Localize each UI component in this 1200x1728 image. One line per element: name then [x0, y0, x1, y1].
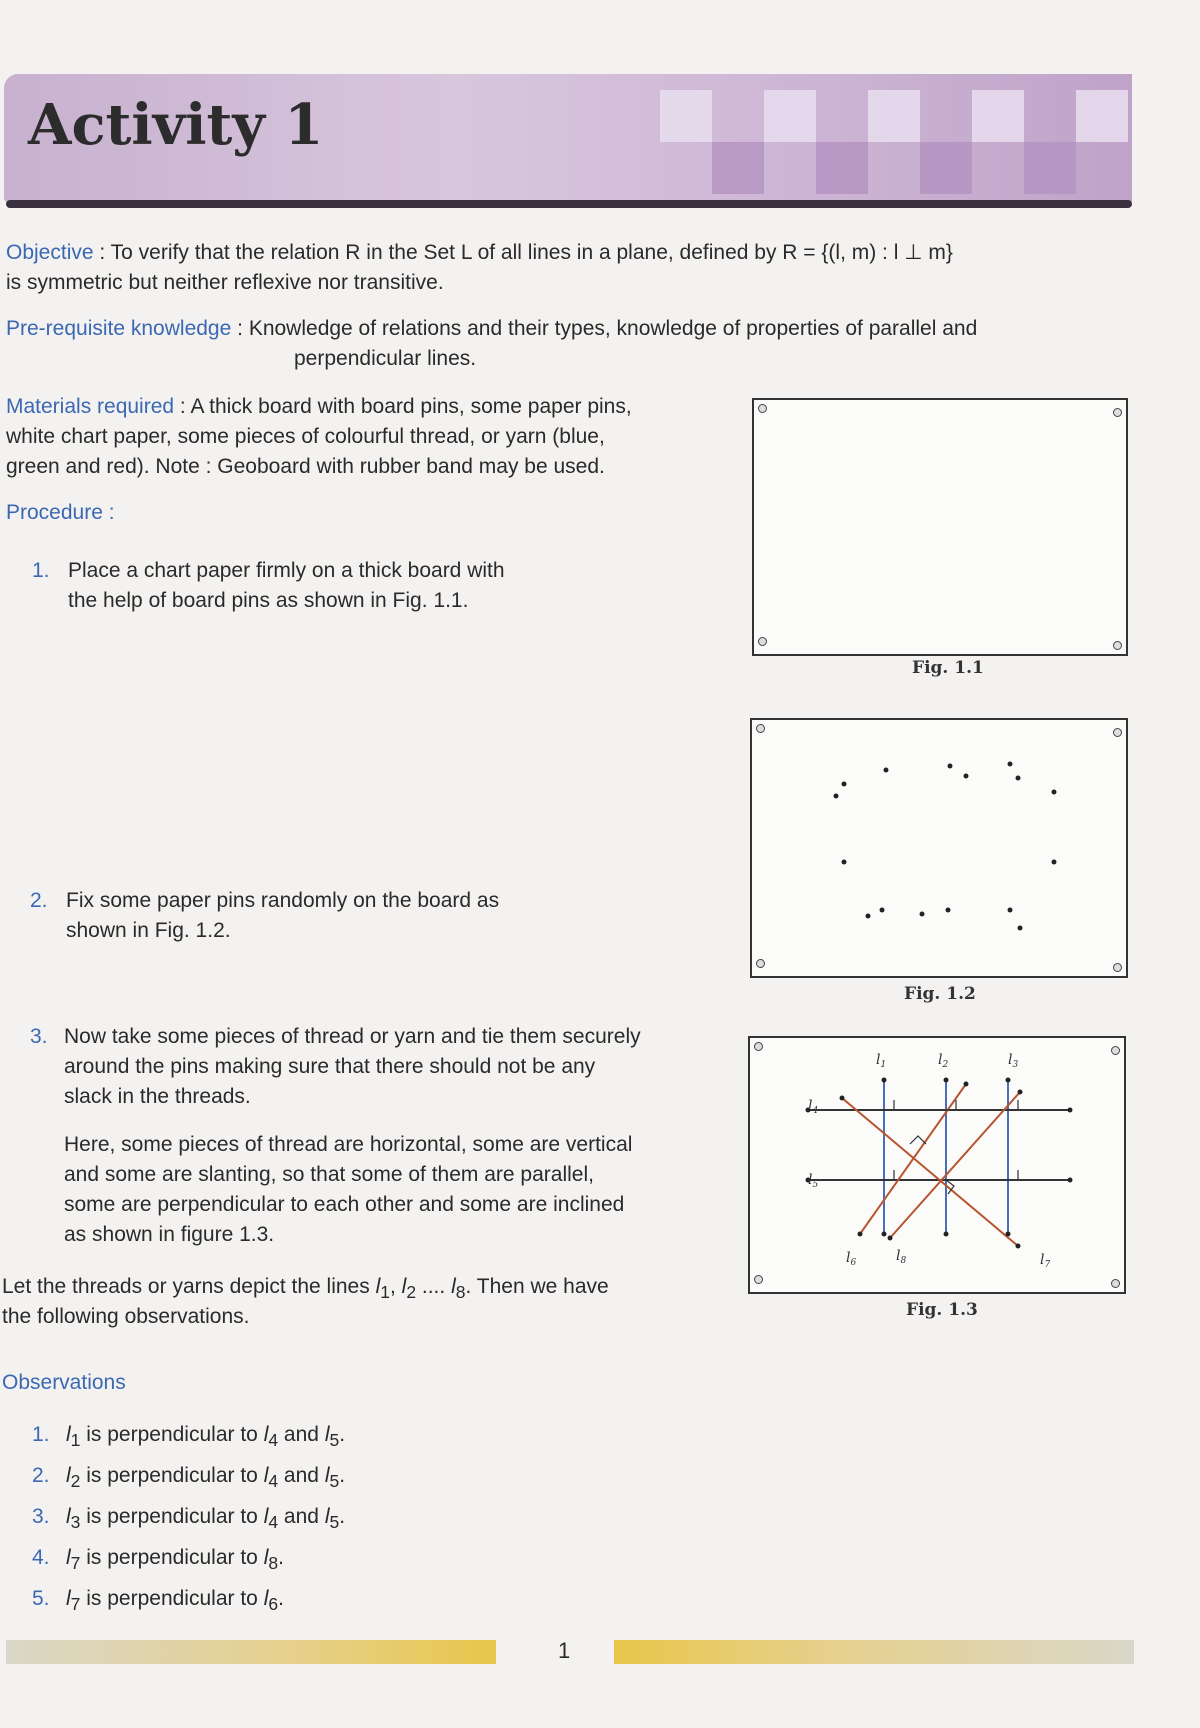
prerequisite-text: Knowledge of relations and their types, knowledge of properties of parallel and	[248, 317, 978, 340]
observation-number: 4.	[32, 1546, 50, 1569]
materials-line2: white chart paper, some pieces of colourful thread, or yarn (blue,	[6, 425, 605, 448]
thread-diagram	[750, 1038, 1124, 1292]
objective-line1: Objective : To verify that the relation R in the Set L of all lines in a plane, defined by R = {(l, m) : l ⊥ m}	[6, 241, 953, 264]
board-pin	[1113, 408, 1122, 417]
svg-text:l2: $l_2$	[938, 1052, 949, 1070]
svg-text:l1: $l_1$	[876, 1052, 887, 1070]
materials-line3: green and red). Note : Geoboard with rubber band may be used.	[6, 455, 605, 478]
prerequisite-line1: Pre-requisite knowledge : Knowledge of relations and their types, knowledge of properties of parallel and	[6, 317, 978, 340]
page-number: 1	[558, 1638, 571, 1663]
banner-decoration	[868, 90, 920, 142]
banner-rule	[6, 200, 1132, 208]
step-1-line2: the help of board pins as shown in Fig. 1.1.	[68, 589, 469, 612]
let-text: Let the threads or yarns depict the lines	[2, 1275, 376, 1298]
step-number: 3.	[30, 1025, 48, 1048]
board-pin	[758, 637, 767, 646]
materials-label: Materials required	[6, 395, 175, 418]
step-number: 1.	[32, 559, 50, 582]
banner-decoration	[1076, 90, 1128, 142]
svg-text:l6: $l_6$	[846, 1250, 857, 1268]
observation-item: $l_1$ is perpendicular to $l_4$ and $l_5$.	[66, 1423, 346, 1451]
note-line3: some are perpendicular to each other and some are inclined	[64, 1193, 625, 1216]
figure-caption: Fig. 1.3	[906, 1300, 978, 1320]
footer-bar	[6, 1640, 496, 1664]
observation-number: 1.	[32, 1423, 50, 1446]
observation-number: 2.	[32, 1464, 50, 1487]
observations-label: Observations	[2, 1371, 126, 1394]
let-text-end: . Then we have	[465, 1275, 609, 1298]
objective-label: Objective	[6, 241, 94, 264]
figure-1-2	[750, 718, 1128, 978]
figure-1-1	[752, 398, 1128, 656]
step-3-line2: around the pins making sure that there should not be any	[64, 1055, 596, 1078]
banner-decoration	[1024, 142, 1076, 194]
note-line4: as shown in figure 1.3.	[64, 1223, 275, 1246]
figure-1-3	[748, 1036, 1126, 1294]
observation-number: 5.	[32, 1587, 50, 1610]
objective-line2: is symmetric but neither reflexive nor transitive.	[6, 271, 444, 294]
procedure-label: Procedure :	[6, 501, 115, 524]
banner-decoration	[764, 90, 816, 142]
svg-text:l7: $l_7$	[1040, 1252, 1051, 1270]
step-2-line1: Fix some paper pins randomly on the board as	[66, 889, 500, 912]
prerequisite-line2: perpendicular lines.	[294, 347, 477, 370]
banner-decoration	[920, 142, 972, 194]
step-3-line3: slack in the threads.	[64, 1085, 251, 1108]
figure-caption: Fig. 1.1	[912, 658, 984, 678]
note-line2: and some are slanting, so that some of them are parallel,	[64, 1163, 594, 1186]
objective-text: To verify that the relation R in the Set L of all lines in a plane, defined by R = {(l, m) : l ⊥ m}	[110, 241, 953, 264]
paper-pins	[752, 720, 1126, 976]
board-pin	[1113, 641, 1122, 650]
banner-decoration	[816, 142, 868, 194]
figure-caption: Fig. 1.2	[904, 984, 976, 1004]
footer-bar	[614, 1640, 1134, 1664]
prerequisite-label: Pre-requisite knowledge	[6, 317, 232, 340]
svg-text:l4: $l_4$	[808, 1098, 819, 1116]
materials-line1: Materials required : A thick board with board pins, some paper pins,	[6, 395, 632, 418]
observation-item: $l_2$ is perpendicular to $l_4$ and $l_5$.	[66, 1464, 346, 1492]
materials-text: A thick board with board pins, some paper pins,	[190, 395, 632, 418]
page-title: Activity 1	[28, 92, 324, 158]
step-3-line1: Now take some pieces of thread or yarn and tie them securely	[64, 1025, 641, 1048]
step-number: 2.	[30, 889, 48, 912]
step-1-line1: Place a chart paper firmly on a thick board with	[68, 559, 505, 582]
let-line2: the following observations.	[2, 1305, 250, 1328]
step-2-line2: shown in Fig. 1.2.	[66, 919, 231, 942]
let-line1: Let the threads or yarns depict the lines $l_1$, $l_2$ .... $l_8$. Then we have	[2, 1275, 609, 1303]
observation-item: $l_7$ is perpendicular to $l_8$.	[66, 1546, 284, 1574]
svg-text:l3: $l_3$	[1008, 1052, 1019, 1070]
svg-text:l8: $l_8$	[896, 1248, 907, 1266]
board-pin	[758, 404, 767, 413]
observation-item: $l_7$ is perpendicular to $l_6$.	[66, 1587, 284, 1615]
banner-decoration	[712, 142, 764, 194]
observation-item: $l_3$ is perpendicular to $l_4$ and $l_5$.	[66, 1505, 346, 1533]
banner-decoration	[660, 90, 712, 142]
banner-decoration	[972, 90, 1024, 142]
svg-text:l5: $l_5$	[808, 1172, 819, 1190]
note-line1: Here, some pieces of thread are horizontal, some are vertical	[64, 1133, 633, 1156]
observation-number: 3.	[32, 1505, 50, 1528]
